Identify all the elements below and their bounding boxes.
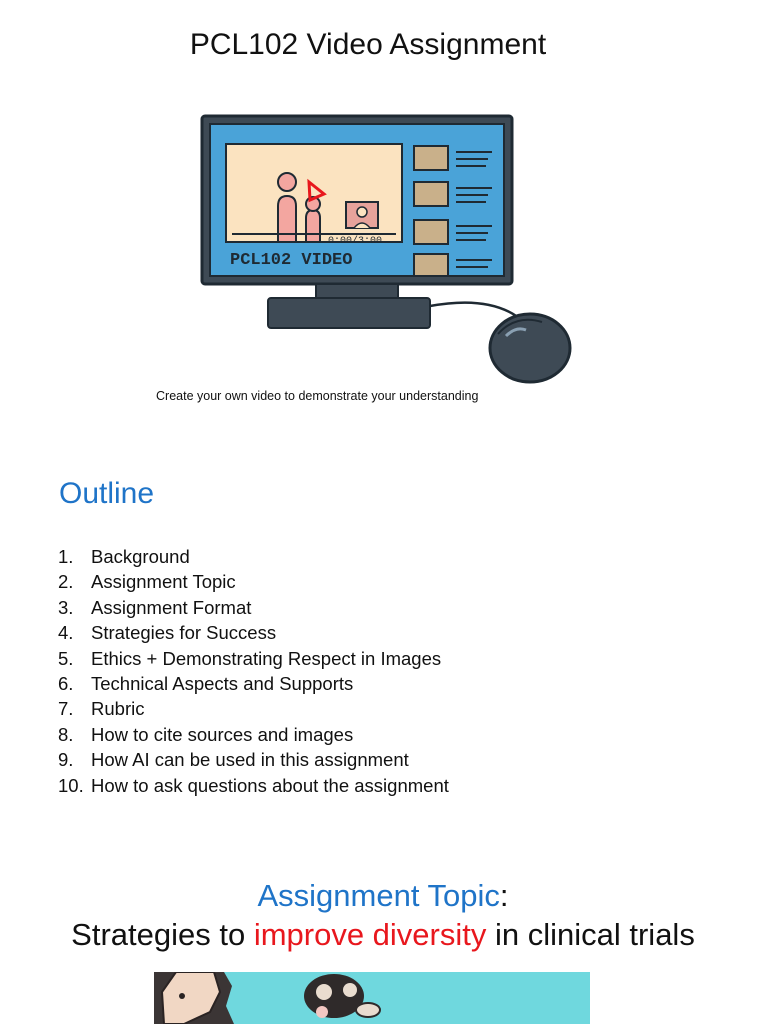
- cartoon-image: [154, 972, 590, 1024]
- list-item: [58, 544, 449, 569]
- list-text: Rubric: [91, 698, 145, 720]
- thumbnail: [414, 146, 448, 170]
- list-text: Background: [91, 546, 190, 567]
- thumbnail: [414, 220, 448, 244]
- topic-suffix: in clinical trials: [486, 917, 695, 952]
- topic-highlight: improve diversity: [253, 917, 487, 952]
- list-item: [58, 722, 449, 747]
- list-number: 10.: [58, 774, 84, 796]
- screen-label: PCL102 VIDEO: [230, 251, 353, 270]
- list-text: How AI can be used in this assignment: [91, 749, 409, 771]
- list-number: 6.: [58, 672, 74, 694]
- list-text: Strategies for Success: [91, 622, 277, 644]
- list-item: [58, 671, 449, 696]
- person-figure: [278, 196, 296, 242]
- person-figure-small: [306, 210, 320, 242]
- topic-statement: [0, 915, 766, 955]
- list-item: [58, 569, 449, 594]
- list-number: 5.: [58, 647, 74, 669]
- list-number: 3.: [58, 596, 74, 618]
- computer-video-illustration: [196, 108, 580, 388]
- list-number: 8.: [58, 723, 74, 745]
- person-head: [278, 173, 296, 191]
- list-text: Assignment Topic: [91, 571, 236, 593]
- list-number: 1.: [58, 546, 74, 567]
- list-number: 7.: [58, 698, 74, 720]
- list-text: Assignment Format: [91, 596, 252, 618]
- thumbnail: [414, 182, 448, 206]
- topic-colon: :: [499, 878, 509, 913]
- list-item: [58, 620, 449, 645]
- list-number: 2.: [58, 571, 74, 593]
- topic-label: Assignment Topic: [257, 878, 500, 913]
- thumbnail: [414, 254, 448, 276]
- list-item: [58, 646, 449, 671]
- list-text: Technical Aspects and Supports: [91, 672, 354, 694]
- outline-heading: Outline: [59, 477, 155, 510]
- topic-heading: [0, 876, 766, 916]
- list-item: [58, 696, 449, 721]
- monitor-stand: [316, 284, 398, 298]
- list-item: [58, 773, 449, 798]
- page-title: PCL102 Video Assignment: [189, 28, 547, 61]
- mouse-icon: [490, 314, 570, 382]
- outline-list: [58, 544, 449, 798]
- timecode: 0:00/3:00: [328, 236, 383, 247]
- illustration-caption: Create your own video to demonstrate your understanding: [156, 389, 479, 403]
- list-item: [58, 747, 449, 772]
- topic-prefix: Strategies to: [71, 917, 254, 952]
- monitor-base: [268, 298, 430, 328]
- list-text: How to cite sources and images: [91, 723, 354, 745]
- list-item: [58, 595, 449, 620]
- list-number: 4.: [58, 622, 74, 644]
- list-number: 9.: [58, 749, 74, 771]
- list-text: How to ask questions about the assignment: [91, 774, 449, 796]
- cartoon-figure: [304, 974, 364, 1018]
- list-text: Ethics + Demonstrating Respect in Images: [91, 647, 442, 669]
